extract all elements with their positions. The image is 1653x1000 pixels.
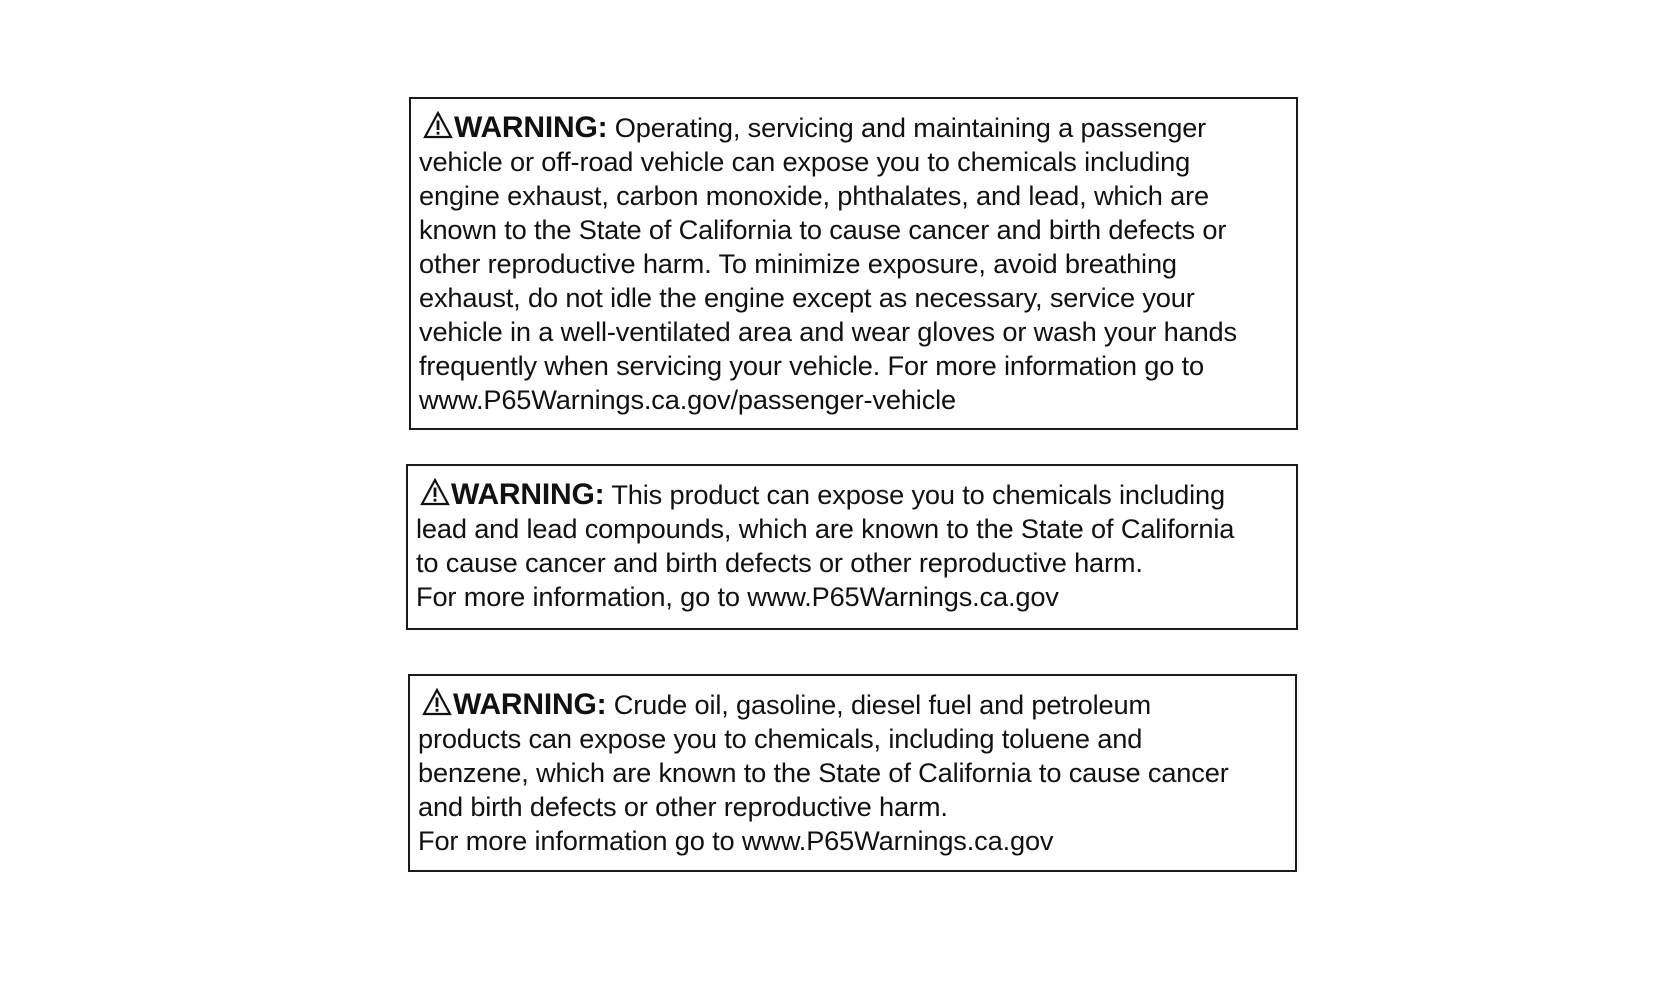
warning-text [418, 688, 1287, 858]
warning-url-line: For more information go to www.P65Warnings.ca.gov [418, 825, 1054, 856]
warning-triangle-icon [420, 478, 450, 506]
warning-first-line [419, 111, 1288, 145]
warning-triangle-icon [422, 688, 452, 716]
warning-line: This product can expose you to chemicals including [611, 479, 1225, 510]
warning-line: known to the State of California to cause cancer and birth defects or [419, 214, 1227, 245]
warning-line: frequently when servicing your vehicle. For more information go to [419, 350, 1204, 381]
warning-line: to cause cancer and birth defects or other reproductive harm. [416, 547, 1143, 578]
warning-line: benzene, which are known to the State of California to cause cancer [418, 757, 1229, 788]
warning-text [419, 111, 1288, 417]
warning-first-line [418, 688, 1287, 722]
warning-box-petroleum [408, 674, 1297, 872]
warning-line: vehicle in a well-ventilated area and wear gloves or wash your hands [419, 316, 1237, 347]
warning-triangle-icon [423, 111, 453, 139]
warning-url-line: www.P65Warnings.ca.gov/passenger-vehicle [419, 384, 957, 415]
warning-line: exhaust, do not idle the engine except as necessary, service your [419, 282, 1195, 313]
warning-line: Operating, servicing and maintaining a passenger [614, 112, 1207, 143]
warning-line: products can expose you to chemicals, including toluene and [418, 723, 1143, 754]
warning-line: other reproductive harm. To minimize exposure, avoid breathing [419, 248, 1177, 279]
warning-first-line [416, 478, 1288, 512]
warning-line: lead and lead compounds, which are known to the State of California [416, 513, 1235, 544]
warning-text [416, 478, 1288, 614]
warning-label: WARNING: [453, 688, 607, 721]
warning-box-lead [406, 464, 1298, 630]
warning-box-passenger-vehicle [409, 97, 1298, 430]
warning-line: engine exhaust, carbon monoxide, phthalates, and lead, which are [419, 180, 1209, 211]
warning-line: Crude oil, gasoline, diesel fuel and petroleum [613, 689, 1151, 720]
warning-line: vehicle or off-road vehicle can expose you to chemicals including [419, 146, 1191, 177]
warning-url-line: For more information, go to www.P65Warnings.ca.gov [416, 581, 1059, 612]
warning-label: WARNING: [454, 111, 608, 144]
warning-label: WARNING: [451, 478, 605, 511]
warning-line: and birth defects or other reproductive harm. [418, 791, 948, 822]
